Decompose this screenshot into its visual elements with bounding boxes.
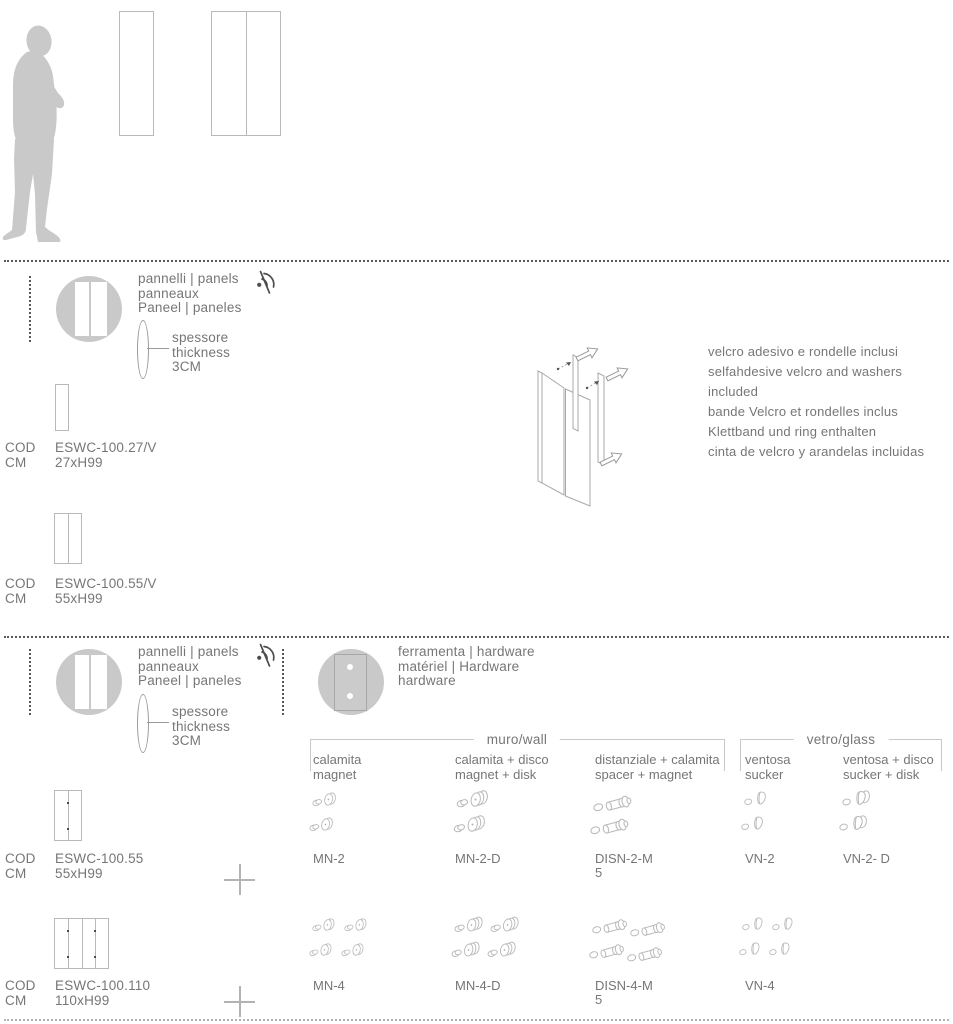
- velcro-note: velcro adesivo e rondelle inclusi: [708, 344, 899, 359]
- panel-thumbnail-110: [54, 918, 109, 969]
- panels-legend-line: pannelli | panels: [138, 644, 239, 659]
- hardware-legend-line: hardware: [398, 673, 456, 689]
- product-code-value: ESWC-100.55/V: [55, 576, 157, 591]
- thickness-label: [172, 705, 230, 749]
- fixing-dot: [94, 956, 96, 958]
- hw-icon-magnet-disk: [486, 938, 522, 961]
- column-header-magnet-disk: [455, 753, 549, 782]
- fixing-dot: [67, 828, 69, 830]
- plus-icon: [239, 986, 241, 1017]
- code-line: 5: [595, 865, 603, 880]
- product-code: [55, 441, 157, 470]
- hw-icon-magnet: [311, 787, 345, 811]
- product-code-value: ESWC-100.55: [55, 851, 144, 866]
- thickness-line: spessore: [172, 330, 229, 345]
- velcro-note: cinta de velcro y arandelas incluidas: [708, 444, 925, 459]
- hw-icon-magnet-disk: [455, 787, 495, 811]
- cod-label: COD: [5, 440, 36, 455]
- hw-icon-magnet: [308, 812, 342, 836]
- no-sound-icon: [251, 269, 278, 296]
- hw-icon-spacer-magnet: [591, 913, 633, 936]
- cm-label: CM: [5, 454, 27, 470]
- plate-hole: [347, 664, 353, 670]
- panel-divider: [246, 12, 247, 135]
- cm-label: CM: [5, 865, 27, 881]
- thickness-line: thickness: [172, 718, 231, 734]
- hw-icon-magnet-disk: [489, 913, 525, 936]
- hw-icon-magnet-disk: [453, 913, 489, 936]
- panels-legend: [138, 272, 242, 316]
- dotted-separator: [4, 260, 949, 262]
- hw-icon-magnet-disk: [450, 938, 486, 961]
- panels-legend: [138, 645, 242, 689]
- panel-thumbnail-27: [55, 384, 69, 431]
- code-line: VN-2- D: [843, 851, 890, 866]
- cm-label: CM: [5, 992, 27, 1008]
- person-silhouette: [2, 24, 82, 246]
- panels-legend-line: Paneel | paneles: [138, 673, 242, 689]
- code-line: MN-4: [313, 978, 345, 993]
- product-size-value: 55xH99: [55, 865, 103, 881]
- plate-hole: [347, 693, 353, 699]
- hardware-legend: [398, 645, 535, 689]
- fixing-dot: [67, 802, 69, 804]
- bracket-tick: [740, 740, 741, 771]
- hw-icon-sucker: [741, 913, 771, 936]
- panel-divider: [68, 514, 69, 563]
- no-sound-icon: [251, 642, 278, 669]
- panels-legend-line: panneaux: [138, 285, 199, 301]
- hardware-legend-line: ferramenta | hardware: [398, 644, 535, 659]
- code-line: 5: [595, 992, 603, 1007]
- code-label: [313, 979, 345, 993]
- code-line: DISN-2-M: [595, 851, 653, 866]
- column-header-line: sucker + disk: [843, 766, 920, 782]
- product-code: [55, 979, 150, 1008]
- product-code-value: ESWC-100.27/V: [55, 440, 157, 455]
- thickness-line: spessore: [172, 704, 229, 719]
- panel-divider: [95, 919, 96, 968]
- velcro-notes: [708, 342, 953, 462]
- hw-icon-magnet: [343, 913, 375, 936]
- column-header-line: ventosa: [745, 752, 791, 767]
- column-header-line: magnet + disk: [455, 766, 537, 782]
- column-header-line: calamita + disco: [455, 752, 549, 767]
- fixing-dot: [67, 930, 69, 932]
- bracket-tick: [310, 740, 311, 771]
- code-label: [745, 852, 775, 866]
- vertical-dotted-separator: [29, 649, 31, 715]
- product-code: [55, 852, 144, 881]
- cod-cm-label: [5, 852, 36, 881]
- vertical-dotted-separator: [282, 649, 284, 715]
- code-line: DISN-4-M: [595, 978, 653, 993]
- cod-label: COD: [5, 576, 36, 591]
- column-header-spacer-magnet: [595, 753, 720, 782]
- badge-panel-left: [75, 282, 89, 336]
- code-label: [745, 979, 775, 993]
- hw-icon-spacer-magnet: [629, 916, 671, 939]
- fixing-dot: [94, 930, 96, 932]
- hw-icon-sucker: [743, 787, 775, 811]
- cod-label: COD: [5, 851, 36, 866]
- pointer-line: [147, 722, 169, 723]
- hw-icon-spacer-magnet: [592, 789, 638, 814]
- hw-icon-magnet: [340, 938, 372, 961]
- code-line: MN-2: [313, 851, 345, 866]
- code-line: VN-4: [745, 978, 775, 993]
- product-code-value: ESWC-100.110: [55, 978, 151, 993]
- thickness-line: thickness: [172, 344, 231, 360]
- hw-icon-spacer-magnet: [589, 812, 635, 837]
- thickness-line: 3CM: [172, 733, 202, 749]
- exploded-view-diagram: [527, 343, 645, 515]
- group-label-vetro-glass: vetro/glass: [794, 732, 889, 747]
- cm-label: CM: [5, 590, 27, 606]
- thickness-label: [172, 331, 230, 375]
- group-bracket-vetro-glass: [740, 732, 942, 747]
- product-code: [55, 577, 157, 606]
- panel-outline-double: [211, 11, 281, 136]
- code-label: [455, 852, 501, 866]
- cod-cm-label: [5, 979, 36, 1008]
- group-bracket-muro-wall: [310, 732, 725, 747]
- cod-cm-label: [5, 441, 36, 470]
- panel-side-ellipse: [137, 694, 149, 753]
- product-size-value: 27xH99: [55, 454, 103, 470]
- panel-divider: [82, 919, 83, 968]
- panel-thumbnail-55: [54, 513, 82, 564]
- panel-thumbnail-55-hw: [54, 790, 82, 841]
- column-header-line: magnet: [313, 766, 357, 782]
- column-header-sucker-disk: [843, 753, 934, 782]
- column-header-line: spacer + magnet: [595, 766, 693, 782]
- code-line: VN-2: [745, 851, 775, 866]
- column-header-sucker: [745, 753, 791, 782]
- code-label: [595, 852, 653, 880]
- hw-icon-sucker: [738, 938, 768, 961]
- column-header-line: ventosa + disco: [843, 752, 934, 767]
- group-label-muro-wall: muro/wall: [474, 732, 560, 747]
- velcro-note: selfahdesive velcro and washers included: [708, 364, 903, 399]
- hardware-badge: [318, 649, 384, 715]
- hw-icon-sucker-disk: [838, 812, 876, 836]
- hw-icon-sucker: [740, 812, 772, 836]
- product-size-value: 110xH99: [55, 992, 110, 1008]
- panel-divider: [68, 919, 69, 968]
- hw-icon-magnet-disk: [452, 812, 492, 836]
- panels-badge: [56, 276, 122, 342]
- hw-icon-magnet: [311, 913, 343, 936]
- hw-icon-spacer-magnet: [626, 941, 668, 964]
- dotted-separator: [4, 1019, 949, 1021]
- plus-icon: [239, 864, 241, 895]
- thickness-line: 3CM: [172, 359, 202, 375]
- dotted-separator: [4, 636, 949, 638]
- hardware-plate-icon: [334, 654, 367, 711]
- vertical-dotted-separator: [29, 276, 31, 342]
- panels-legend-line: Paneel | paneles: [138, 300, 242, 316]
- code-line: MN-4-D: [455, 978, 501, 993]
- hw-icon-magnet: [308, 938, 340, 961]
- bracket-tick: [724, 740, 725, 771]
- column-header-magnet: [313, 753, 361, 782]
- panel-outline-single: [119, 11, 154, 136]
- velcro-note: Klettband und ring enthalten: [708, 424, 877, 439]
- bracket-tick: [941, 740, 942, 771]
- badge-panel-left: [75, 655, 89, 709]
- column-header-line: sucker: [745, 766, 784, 782]
- panels-badge: [56, 649, 122, 715]
- hw-icon-sucker: [771, 913, 801, 936]
- badge-panel-right: [91, 282, 108, 336]
- code-label: [843, 852, 890, 866]
- pointer-line: [147, 348, 169, 349]
- panels-legend-line: pannelli | panels: [138, 271, 239, 286]
- hw-icon-spacer-magnet: [588, 938, 630, 961]
- panels-legend-line: panneaux: [138, 658, 199, 674]
- code-label: [313, 852, 345, 866]
- product-size-value: 55xH99: [55, 590, 103, 606]
- code-label: [595, 979, 653, 1007]
- code-line: MN-2-D: [455, 851, 501, 866]
- cod-cm-label: [5, 577, 36, 606]
- cod-label: COD: [5, 978, 36, 993]
- panel-divider: [68, 791, 69, 840]
- column-header-line: distanziale + calamita: [595, 752, 720, 767]
- fixing-dot: [67, 956, 69, 958]
- hw-icon-sucker: [768, 938, 798, 961]
- panel-side-ellipse: [137, 320, 149, 379]
- column-header-line: calamita: [313, 752, 362, 767]
- badge-panel-right: [91, 655, 108, 709]
- velcro-note: bande Velcro et rondelles inclus: [708, 404, 898, 419]
- hw-icon-sucker-disk: [841, 787, 879, 811]
- hardware-legend-line: matériel | Hardware: [398, 658, 520, 674]
- code-label: [455, 979, 501, 993]
